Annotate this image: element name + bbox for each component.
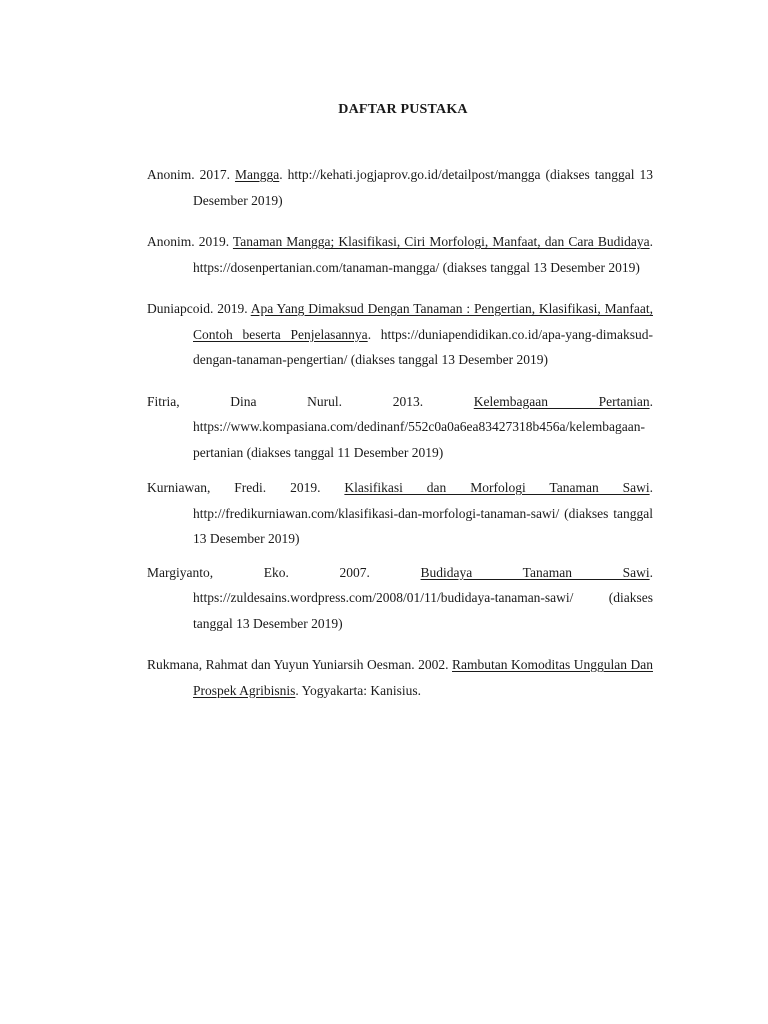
reference-title: Apa Yang Dimaksud Dengan Tanaman : Pengertian, Klasifikasi, Manfaat, Contoh beserta Penjelasannya (193, 301, 653, 342)
reference-source: . https://duniapendidikan.co.id/apa-yang-dimaksud-dengan-tanaman-pengertian/ (diakses tanggal 13 Desember 2019) (193, 326, 653, 367)
reference-author-year: Anonim. 2019. (147, 234, 233, 249)
reference-item (147, 389, 653, 466)
reference-item (147, 296, 653, 373)
reference-title: Budidaya Tanaman Sawi (420, 564, 650, 580)
page-title: DAFTAR PUSTAKA (338, 102, 468, 117)
reference-source: . https://www.kompasiana.com/dedinanf/552c0a0a6ea83427318b456a/kelembagaan-pertanian (diakses tanggal 11 Desember 2019) (193, 393, 653, 460)
reference-source: . http://fredikurniawan.com/klasifikasi-dan-morfologi-tanaman-sawi/ (diakses tanggal 13 Desember 2019) (193, 480, 653, 546)
reference-author-year: Fitria, Dina Nurul. 2013. (147, 393, 474, 409)
reference-source: . Yogyakarta: Kanisius. (295, 682, 422, 698)
reference-title: Mangga (234, 167, 280, 182)
reference-title: Kelembagaan Pertanian (473, 393, 650, 409)
reference-title: Tanaman Mangga; Klasifikasi, Ciri Morfologi, Manfaat, dan Cara Budidaya (232, 234, 650, 249)
reference-source: . https://dosenpertanian.com/tanaman-mangga/ (diakses tanggal 13 Desember 2019) (193, 234, 653, 275)
reference-item (147, 162, 653, 213)
reference-source: . https://zuldesains.wordpress.com/2008/01/11/budidaya-tanaman-sawi/ (diakses tanggal 13 Desember 2019) (193, 564, 653, 631)
reference-author-year: Kurniawan, Fredi. 2019. (147, 480, 345, 495)
reference-item (147, 560, 653, 637)
reference-source: . http://kehati.jogjaprov.go.id/detailpost/mangga (diakses tanggal 13 Desember 2019) (193, 167, 653, 208)
reference-list (147, 162, 653, 703)
reference-item (147, 652, 653, 703)
reference-author-year: Rukmana, Rahmat dan Yuyun Yuniarsih Oesman. 2002. (147, 657, 453, 672)
reference-author-year: Duniapcoid. 2019. (147, 301, 251, 316)
reference-author-year: Anonim. 2017. (147, 167, 235, 182)
reference-title: Klasifikasi dan Morfologi Tanaman Sawi (344, 480, 650, 495)
reference-title: Rambutan Komoditas Unggulan Dan Prospek Agribisnis (193, 657, 653, 698)
reference-author-year: Margiyanto, Eko. 2007. (147, 564, 421, 580)
reference-item (147, 229, 653, 280)
reference-item (147, 475, 653, 552)
